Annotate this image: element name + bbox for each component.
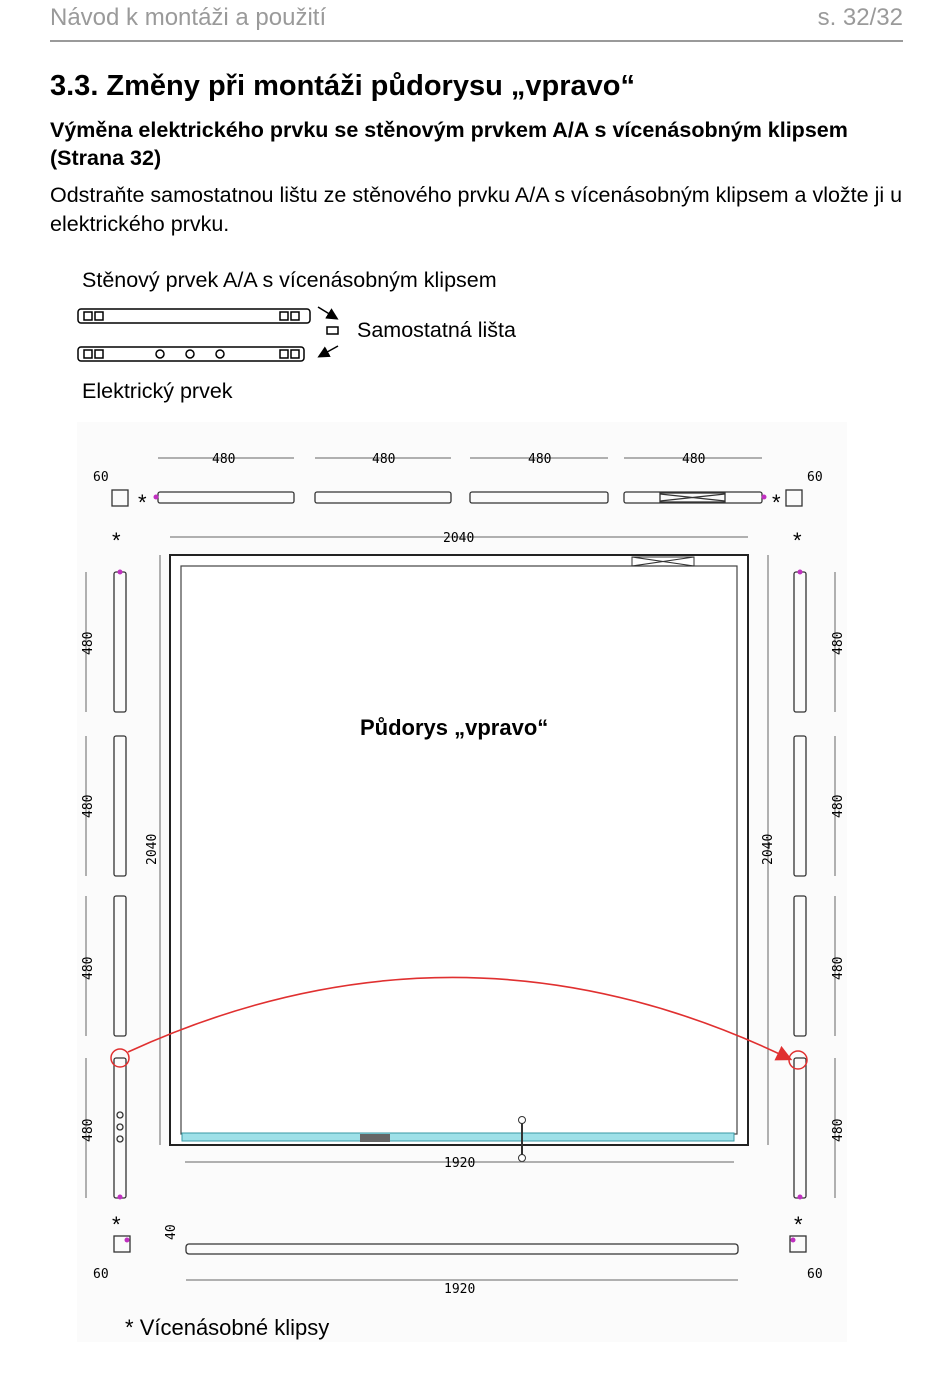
asterisk-tl2: * bbox=[112, 528, 121, 553]
dim-left-4: 480 bbox=[81, 1118, 96, 1142]
asterisk-br: * bbox=[794, 1212, 803, 1237]
dim-bottom-strip: 1920 bbox=[444, 1282, 476, 1297]
arrow-out-icon bbox=[318, 307, 336, 318]
dim-top-width: 2040 bbox=[443, 531, 475, 546]
arrow-in-icon bbox=[320, 346, 338, 356]
dim-corner-br: 60 bbox=[807, 1267, 823, 1282]
page-header-title: Návod k montáži a použití bbox=[50, 4, 327, 31]
dim-top-2: 480 bbox=[372, 452, 396, 467]
dim-top-1: 480 bbox=[212, 452, 236, 467]
dim-corner-tr: 60 bbox=[807, 470, 823, 485]
dim-right-3: 480 bbox=[831, 956, 846, 980]
section-title: 3.3. Změny při montáži půdorysu „vpravo“ bbox=[50, 70, 635, 102]
legend-separate-strip-label: Samostatná lišta bbox=[357, 318, 516, 342]
page-number: s. 32/32 bbox=[817, 4, 903, 31]
asterisk-bl: * bbox=[112, 1212, 121, 1237]
dim-top-4: 480 bbox=[682, 452, 706, 467]
dim-frame-bottom: 1920 bbox=[444, 1156, 476, 1171]
plan-title: Půdorys „vpravo“ bbox=[360, 715, 549, 740]
dim-frame-left: 2040 bbox=[145, 833, 160, 865]
main-frame bbox=[170, 555, 748, 1162]
dim-right-4: 480 bbox=[831, 1118, 846, 1142]
dim-right-2: 480 bbox=[831, 794, 846, 818]
dim-left-2: 480 bbox=[81, 794, 96, 818]
dim-corner-tl: 60 bbox=[93, 470, 109, 485]
asterisk-tr: * bbox=[772, 490, 781, 515]
footnote-star: * bbox=[125, 1315, 134, 1340]
section-subheading: Výměna elektrického prvku se stěnovým prvkem A/A s vícenásobným klipsem (Strana 32) bbox=[50, 118, 848, 170]
footnote-text: Vícenásobné klipsy bbox=[139, 1315, 330, 1340]
dim-frame-right: 2040 bbox=[761, 833, 776, 865]
asterisk-tr2: * bbox=[793, 528, 802, 553]
dim-left-3: 480 bbox=[81, 956, 96, 980]
legend-wall-element-label: Stěnový prvek A/A s vícenásobným klipsem bbox=[82, 268, 497, 292]
dim-corner-bl: 60 bbox=[93, 1267, 109, 1282]
dim-bottom-height: 40 bbox=[164, 1224, 179, 1240]
dim-left-1: 480 bbox=[81, 631, 96, 655]
dim-right-1: 480 bbox=[831, 631, 846, 655]
separate-strip-icon bbox=[327, 327, 338, 334]
instruction-paragraph: Odstraňte samostatnou lištu ze stěnového prvku A/A s vícenásobným klipsem a vložte ji u elektrického prvku. bbox=[50, 183, 903, 236]
footnote bbox=[125, 1315, 329, 1341]
dim-top-3: 480 bbox=[528, 452, 552, 467]
legend-electric-element-label: Elektrický prvek bbox=[82, 379, 233, 403]
asterisk-tl: * bbox=[138, 490, 147, 515]
legend-wall-element-drawing bbox=[78, 309, 310, 323]
legend-electric-element-drawing bbox=[78, 347, 304, 361]
